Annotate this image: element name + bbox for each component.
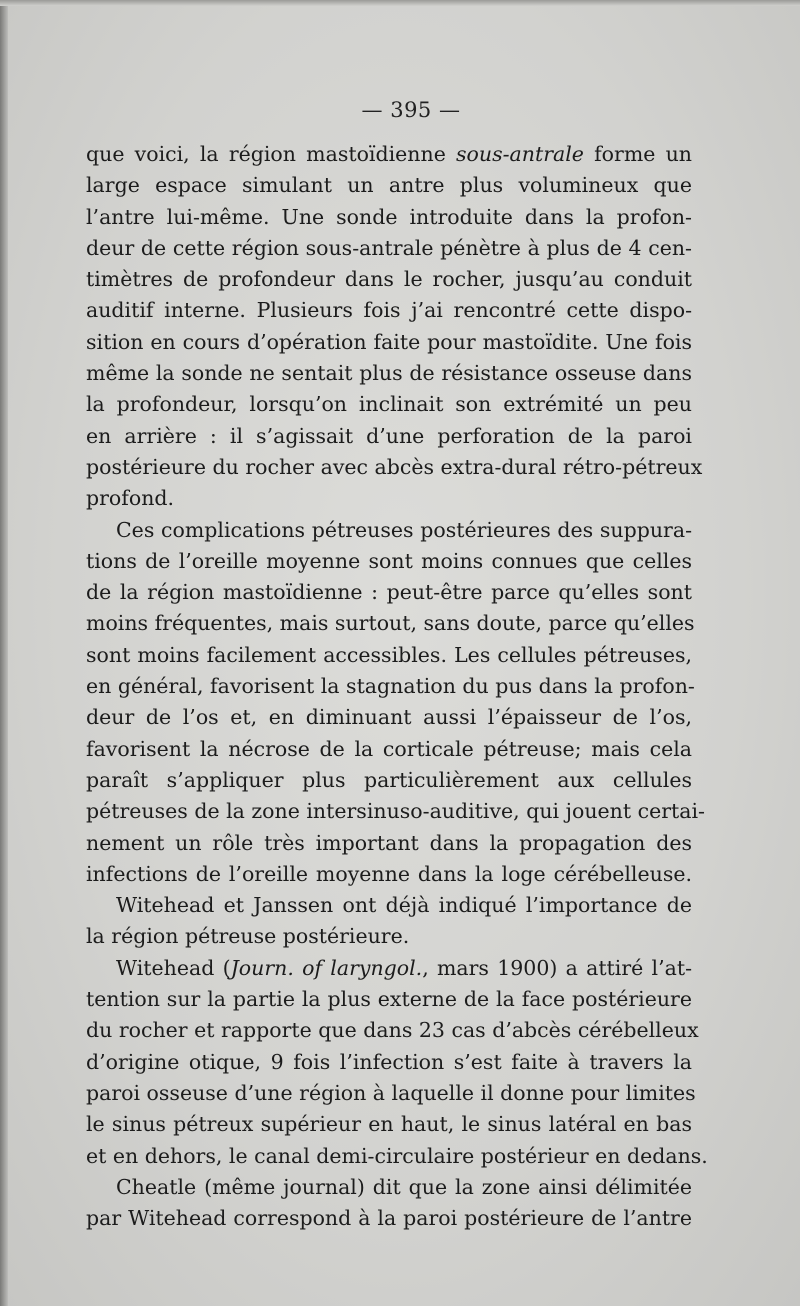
- text-line: en général, favorisent la stagnation du pus dans la profon-: [86, 674, 695, 699]
- text-line: la région pétreuse postérieure.: [86, 924, 410, 949]
- text-line: Ces complications pétreuses postérieures des suppura-: [116, 517, 692, 542]
- text-line: pétreuses de la zone intersinuso-auditive, qui jouent certai-: [86, 799, 705, 824]
- text-line: en arrière : il s’agissait d’une perforation de la paroi: [86, 423, 692, 448]
- text-line: deur de cette région sous-antrale pénètre à plus de 4 cen-: [86, 235, 692, 260]
- text-line: et en dehors, le canal demi-circulaire postérieur en dedans.: [86, 1143, 708, 1168]
- text-line: d’origine otique, 9 fois l’infection s’est faite à travers la: [86, 1049, 692, 1074]
- text-line: large espace simulant un antre plus volumineux que: [86, 173, 692, 198]
- text-line: sont moins facilement accessibles. Les cellules pétreuses,: [86, 642, 692, 667]
- text-line: paraît s’appliquer plus particulièrement aux cellules: [86, 767, 692, 792]
- text-line: du rocher et rapporte que dans 23 cas d’abcès cérébelleux: [86, 1018, 699, 1043]
- text-line: deur de l’os et, en diminuant aussi l’épaisseur de l’os,: [86, 705, 692, 730]
- text-line: la profondeur, lorsqu’on inclinait son extrémité un peu: [86, 392, 692, 417]
- text-line: tention sur la partie la plus externe de la face postérieure: [86, 987, 692, 1012]
- text-line: postérieure du rocher avec abcès extra-dural rétro-pétreux: [86, 454, 703, 479]
- text-line: profond.: [86, 486, 175, 511]
- text-line: Witehead et Janssen ont déjà indiqué l’importance de: [116, 893, 692, 918]
- page-number: — 395 —: [361, 98, 461, 122]
- text-line: infections de l’oreille moyenne dans la loge cérébelleuse.: [86, 861, 692, 886]
- text-line: paroi osseuse d’une région à laquelle il donne pour limites: [86, 1080, 696, 1105]
- text-line: par Witehead correspond à la paroi postérieure de l’antre: [86, 1206, 692, 1231]
- text-line: Cheatle (même journal) dit que la zone ainsi délimitée: [116, 1174, 692, 1199]
- text-line: moins fréquentes, mais surtout, sans doute, parce qu’elles: [86, 611, 695, 636]
- text-line: tions de l’oreille moyenne sont moins connues que celles: [86, 548, 692, 573]
- text-line: que voici, la région mastoïdienne sous-antrale forme un: [86, 142, 692, 166]
- text-line: favorisent la nécrose de la corticale pétreuse; mais cela: [86, 736, 692, 761]
- text-line: l’antre lui-même. Une sonde introduite dans la profon-: [86, 204, 692, 229]
- body-text: [86, 139, 708, 1234]
- page-left-edge-shadow: [0, 0, 8, 1306]
- text-line: nement un rôle très important dans la propagation des: [86, 830, 692, 855]
- text-line: Witehead (Journ. of laryngol., mars 1900) a attiré l’at-: [116, 955, 692, 980]
- text-line: sition en cours d’opération faite pour mastoïdite. Une fois: [86, 329, 692, 354]
- page-top-edge-shadow: [0, 0, 800, 6]
- text-line: même la sonde ne sentait plus de résistance osseuse dans: [86, 361, 692, 386]
- text-line: timètres de profondeur dans le rocher, jusqu’au conduit: [86, 267, 692, 292]
- text-line: auditif interne. Plusieurs fois j’ai rencontré cette dispo-: [86, 298, 692, 323]
- text-line: de la région mastoïdienne : peut-être parce qu’elles sont: [86, 580, 692, 605]
- text-line: le sinus pétreux supérieur en haut, le sinus latéral en bas: [86, 1112, 692, 1137]
